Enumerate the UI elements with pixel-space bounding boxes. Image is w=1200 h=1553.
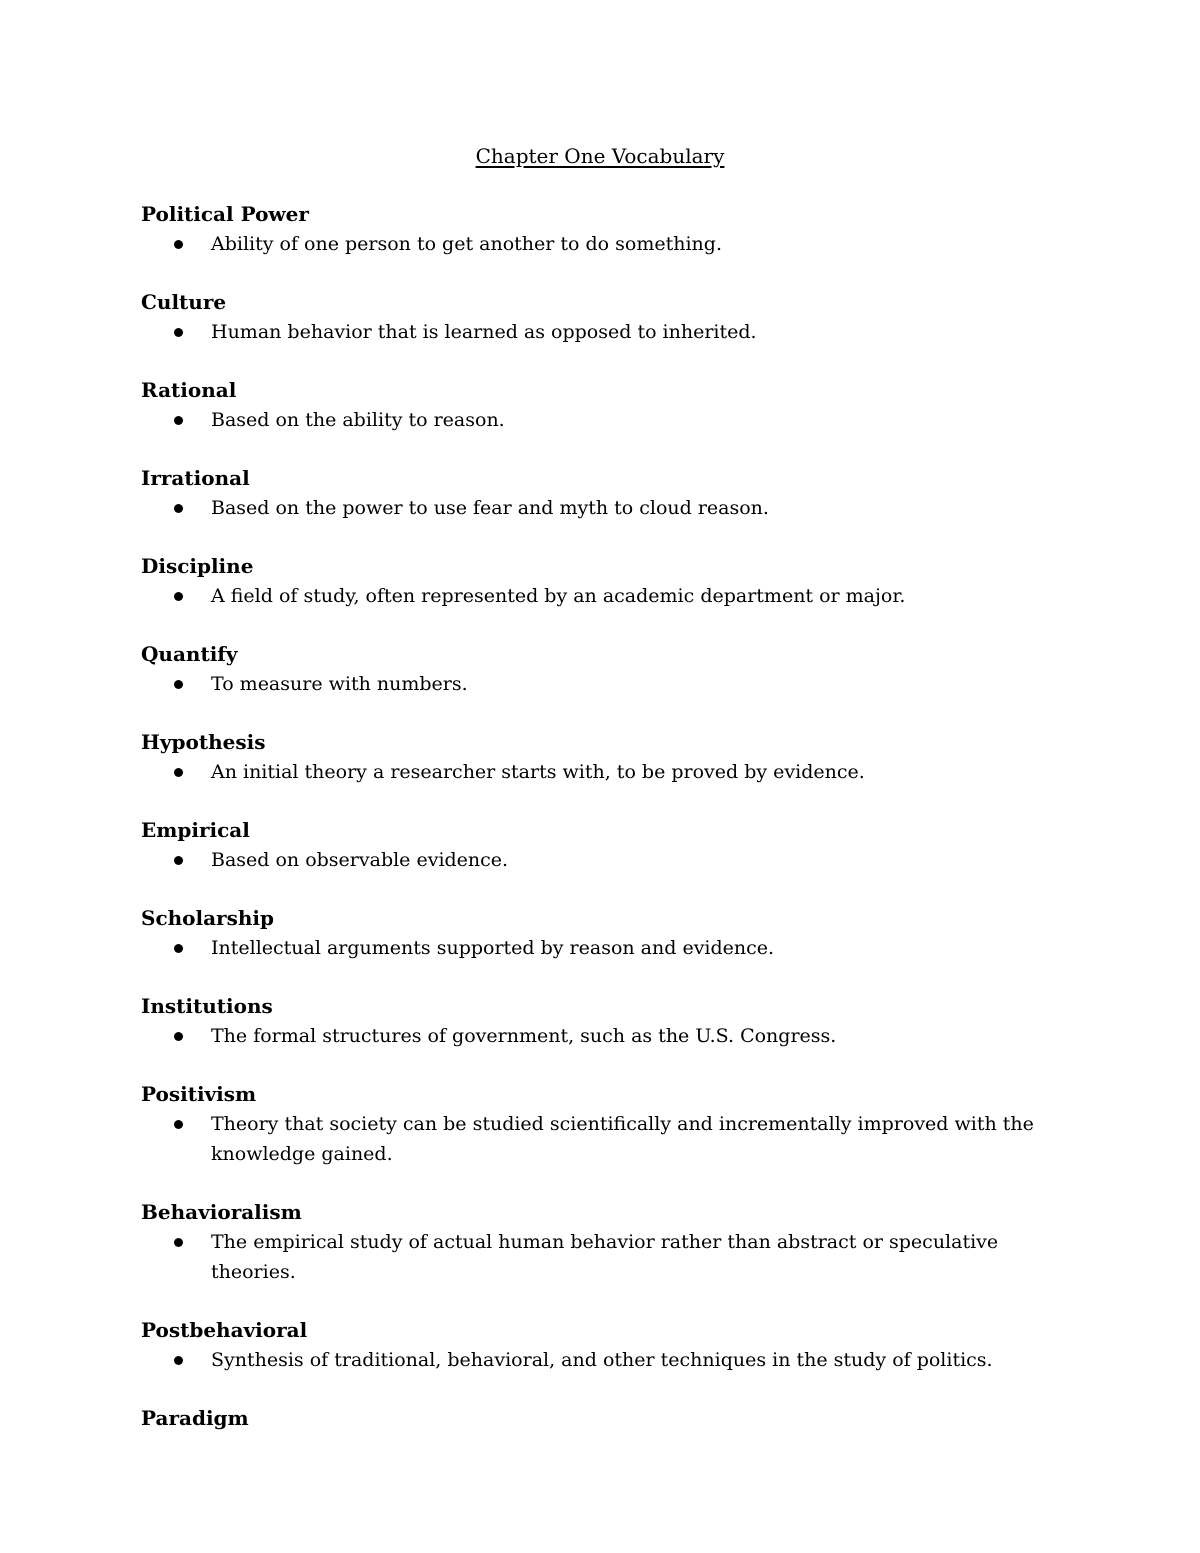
bullet-icon (174, 768, 183, 777)
definition-item (141, 229, 1071, 259)
vocabulary-entry (141, 728, 1071, 787)
bullet-icon (174, 680, 183, 689)
definition-item (141, 1345, 1071, 1375)
vocabulary-term: Culture (141, 290, 227, 314)
definition-list (141, 1345, 1071, 1375)
vocabulary-entry (141, 904, 1071, 963)
definition-text: An initial theory a researcher starts with, to be proved by evidence. (211, 761, 865, 783)
definition-item (141, 1021, 1071, 1051)
bullet-icon (174, 1032, 183, 1041)
page-title: Chapter One Vocabulary (475, 144, 725, 168)
definition-item (141, 1109, 1071, 1169)
definition-list (141, 229, 1071, 259)
vocabulary-entry (141, 288, 1071, 347)
definition-text: Based on the power to use fear and myth to cloud reason. (211, 497, 769, 519)
bullet-icon (174, 416, 183, 425)
definition-text: Based on observable evidence. (211, 849, 509, 871)
definition-text: The empirical study of actual human behavior rather than abstract or speculative theories. (211, 1231, 999, 1283)
definition-list (141, 581, 1071, 611)
definition-item (141, 581, 1071, 611)
definition-text: Intellectual arguments supported by reason and evidence. (211, 937, 775, 959)
vocabulary-entry (141, 816, 1071, 875)
vocabulary-entry (141, 376, 1071, 435)
bullet-icon (174, 504, 183, 513)
definition-item (141, 493, 1071, 523)
vocabulary-term: Positivism (141, 1082, 257, 1106)
definition-text: Theory that society can be studied scientifically and incrementally improved with the knowledge gained. (211, 1113, 1034, 1165)
vocabulary-entry (141, 1080, 1071, 1169)
vocabulary-term: Discipline (141, 554, 254, 578)
definition-text: A field of study, often represented by an academic department or major. (211, 585, 906, 607)
vocabulary-term: Irrational (141, 466, 250, 490)
definition-list (141, 845, 1071, 875)
definition-list (141, 317, 1071, 347)
definition-list (141, 405, 1071, 435)
vocabulary-term: Paradigm (141, 1406, 249, 1430)
definition-list (141, 1227, 1071, 1287)
definition-list (141, 757, 1071, 787)
vocabulary-term: Hypothesis (141, 730, 266, 754)
bullet-icon (174, 592, 183, 601)
definition-item (141, 845, 1071, 875)
definition-item (141, 933, 1071, 963)
vocabulary-list (141, 200, 1071, 1462)
bullet-icon (174, 1356, 183, 1365)
definition-list (141, 1109, 1071, 1169)
vocabulary-term: Scholarship (141, 906, 274, 930)
definition-text: Synthesis of traditional, behavioral, and other techniques in the study of politics. (211, 1349, 993, 1371)
vocabulary-entry (141, 1198, 1071, 1287)
definition-item (141, 1227, 1071, 1287)
definition-text: The formal structures of government, such as the U.S. Congress. (211, 1025, 837, 1047)
vocabulary-entry (141, 992, 1071, 1051)
definition-item (141, 405, 1071, 435)
bullet-icon (174, 944, 183, 953)
vocabulary-entry (141, 640, 1071, 699)
vocabulary-term: Institutions (141, 994, 273, 1018)
vocabulary-entry (141, 464, 1071, 523)
bullet-icon (174, 240, 183, 249)
vocabulary-term: Empirical (141, 818, 250, 842)
definition-list (141, 669, 1071, 699)
definition-text: Ability of one person to get another to do something. (211, 233, 722, 255)
vocabulary-term: Behavioralism (141, 1200, 302, 1224)
vocabulary-term: Quantify (141, 642, 238, 666)
bullet-icon (174, 328, 183, 337)
definition-list (141, 933, 1071, 963)
vocabulary-term: Rational (141, 378, 237, 402)
bullet-icon (174, 1120, 183, 1129)
definition-text: Human behavior that is learned as opposed to inherited. (211, 321, 757, 343)
definition-list (141, 493, 1071, 523)
definition-item (141, 669, 1071, 699)
definition-text: To measure with numbers. (211, 673, 468, 695)
vocabulary-entry (141, 200, 1071, 259)
definition-text: Based on the ability to reason. (211, 409, 505, 431)
definition-item (141, 317, 1071, 347)
vocabulary-entry (141, 552, 1071, 611)
vocabulary-term: Political Power (141, 202, 309, 226)
bullet-icon (174, 1238, 183, 1247)
vocabulary-entry (141, 1404, 1071, 1433)
bullet-icon (174, 856, 183, 865)
vocabulary-entry (141, 1316, 1071, 1375)
vocabulary-term: Postbehavioral (141, 1318, 308, 1342)
definition-item (141, 757, 1071, 787)
definition-list (141, 1021, 1071, 1051)
